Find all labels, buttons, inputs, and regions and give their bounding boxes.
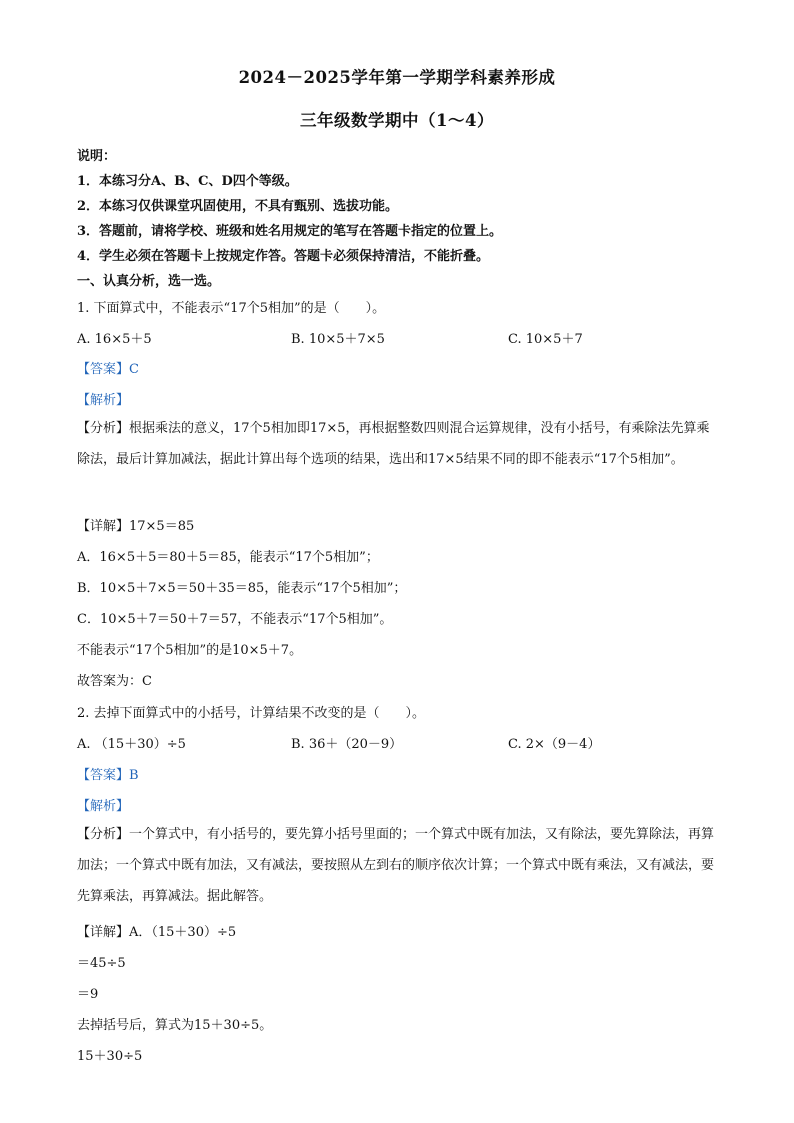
question-1-detail-line: A．16×5＋5＝80＋5＝85，能表示“17个5相加”； bbox=[77, 550, 379, 565]
question-1-detail-line: B．10×5＋7×5＝50＋35＝85，能表示“17个5相加”； bbox=[77, 581, 407, 596]
question-2-detail-line: 【详解】A．（15＋30）÷5 bbox=[77, 925, 237, 940]
question-2-option-c: C. 2×（9－4） bbox=[508, 737, 601, 752]
question-2-stem-text: 2. 去掉下面算式中的小括号，计算结果不改变的是（ bbox=[77, 706, 380, 721]
question-1-stem-text: 1. 下面算式中，不能表示“17个5相加”的是（ bbox=[77, 301, 340, 316]
question-2-answer: 【答案】B bbox=[77, 768, 139, 783]
instruction-item: 1．本练习分A、B、C、D四个等级。 bbox=[77, 174, 298, 189]
document-title: 2024－2025学年第一学期学科素养形成 bbox=[238, 68, 556, 87]
instructions-heading: 说明： bbox=[77, 149, 117, 164]
question-2-detail-line: 去掉括号后，算式为15＋30÷5。 bbox=[77, 1018, 273, 1033]
question-2-option-b: B. 36＋（20－9） bbox=[291, 737, 403, 752]
question-1-option-c: C. 10×5＋7 bbox=[508, 332, 583, 347]
section-heading: 一、认真分析，选一选。 bbox=[77, 274, 221, 289]
question-2-analysis: 【分析】一个算式中，有小括号的，要先算小括号里面的；一个算式中既有加法，又有除法，要先算除法，再算加法；一个算式中既有加法，又有减法，要按照从左到右的顺序依次计算；一个算式中既有乘法，又有减法，要先算乘法，再算减法。据此解答。 bbox=[77, 827, 715, 904]
question-2-detail-line: 15＋30÷5 bbox=[77, 1049, 143, 1064]
question-1-conclusion: 故答案为：C bbox=[77, 674, 152, 689]
question-1-analysis-label: 【解析】 bbox=[77, 393, 130, 408]
question-2-stem bbox=[77, 702, 425, 721]
question-1-stem bbox=[77, 297, 385, 316]
instruction-item: 4．学生必须在答题卡上按规定作答。答题卡必须保持清洁，不能折叠。 bbox=[77, 249, 490, 264]
question-1-option-a: A. 16×5＋5 bbox=[77, 332, 152, 347]
document-subtitle: 三年级数学期中（1～4） bbox=[300, 111, 494, 130]
question-1-detail-line: 不能表示“17个5相加”的是10×5＋7。 bbox=[77, 643, 303, 658]
instruction-item: 3．答题前，请将学校、班级和姓名用规定的笔写在答题卡指定的位置上。 bbox=[77, 224, 503, 239]
question-1-option-b: B. 10×5＋7×5 bbox=[291, 332, 385, 347]
instruction-item: 2．本练习仅供课堂巩固使用，不具有甄别、选拔功能。 bbox=[77, 199, 399, 214]
question-1-detail-line: C．10×5＋7＝50＋7＝57，不能表示“17个5相加”。 bbox=[77, 612, 393, 627]
question-1-stem-end: ）。 bbox=[365, 301, 386, 316]
question-1-detail-line: 【详解】17×5＝85 bbox=[77, 519, 195, 534]
question-2-option-a: A. （15＋30）÷5 bbox=[77, 737, 186, 752]
question-1-answer: 【答案】C bbox=[77, 362, 139, 377]
question-2-analysis-label: 【解析】 bbox=[77, 799, 130, 814]
question-1-analysis: 【分析】根据乘法的意义，17个5相加即17×5，再根据整数四则混合运算规律，没有小括号，有乘除法先算乘除法，最后计算加减法，据此计算出每个选项的结果，选出和17×5结果不同的即不能表示“17个5相加”。 bbox=[77, 421, 710, 467]
question-2-detail-line: ＝45÷5 bbox=[77, 956, 126, 971]
question-2-detail-line: ＝9 bbox=[77, 987, 99, 1002]
question-2-stem-end: ）。 bbox=[405, 706, 426, 721]
